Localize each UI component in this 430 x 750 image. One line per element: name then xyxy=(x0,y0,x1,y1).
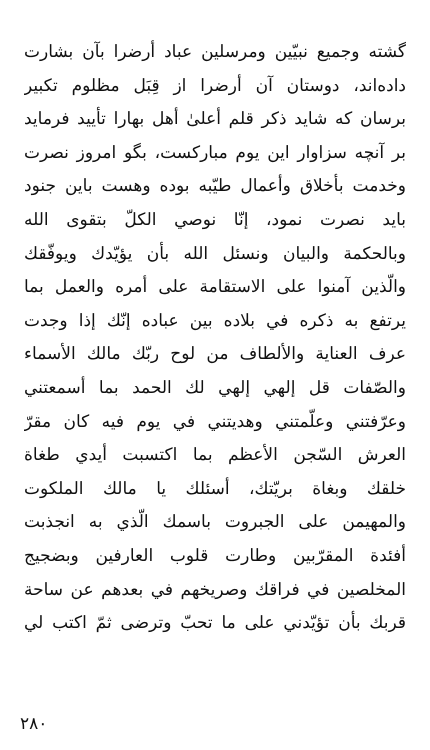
text-line: وعرّفتني وعلّمتني وهديتني في يوم فيه كان مقرّ xyxy=(24,411,406,432)
text-line: بر آنچه سزاوار اين يوم مباركست، بگو امروز نصرت xyxy=(24,142,406,163)
text-line: وبالحكمة والبيان ونسئل الله بأن يؤيّدك ويوفّقك xyxy=(24,243,406,264)
text-line: داده‌اند، دوستان آن أرضرا از قِبَل مظلوم تكبير xyxy=(24,75,406,96)
text-line: يرتفع به ذكره في بلاده بين عباده إنّك إذا وجدت xyxy=(24,310,406,331)
text-line: عرف العناية والألطاف من لوح ربّك مالك الأسماء xyxy=(24,344,406,365)
body-text xyxy=(24,36,406,641)
text-line: والمهيمن على الجبروت باسمك الّذي به انجذبت xyxy=(24,512,406,533)
text-line: وخدمت بأخلاق وأعمال طيّبه بوده وهست باين جنود xyxy=(24,176,406,197)
text-line: خلقك وبغاة بريّتك، أسئلك يا مالك الملكوت xyxy=(24,478,406,499)
text-line: برسان كه شايد ذكر قلم أعلىٰ أهل بهارا تأييد فرمايد xyxy=(24,109,406,130)
page-number: ٢٨٠ xyxy=(20,714,48,734)
text-line: أفئدة المقرّبين وطارت قلوب العارفين وبضجيج xyxy=(24,545,406,566)
text-line: المخلصين في فراقك وصريخهم في بعدهم عن ساحة xyxy=(24,579,406,600)
text-line: والّذين آمنوا على الاستقامة على أمره والعمل بما xyxy=(24,277,406,298)
text-line: بايد نصرت نمود، إنّا نوصي الكلّ بتقوى الله xyxy=(24,209,406,230)
text-line: قربك بأن تؤيّدني على ما تحبّ وترضى ثمّ اكتب لي xyxy=(24,613,406,634)
text-line: گشته وجميع نبيّين ومرسلين عباد أرضرا بآن بشارت xyxy=(24,42,406,62)
text-line: والصّفات قل إلهي إلهي لك الحمد بما أسمعتني xyxy=(24,377,406,398)
text-line: العرش السّجن الأعظم بما اكتسبت أيدي طغاة xyxy=(24,445,406,466)
